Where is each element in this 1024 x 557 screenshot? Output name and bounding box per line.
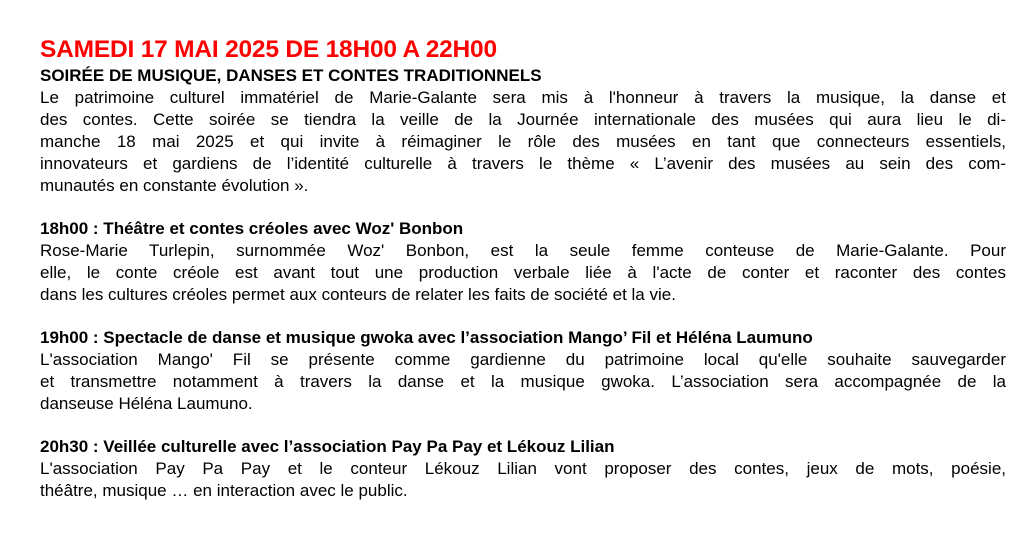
section-title-1800: 18h00 : Théâtre et contes créoles avec Woz' Bonbon — [40, 219, 464, 238]
section-line: elle, le conte créole est avant tout une production verbale liée à l'acte de conter et raconter des contes — [40, 263, 1006, 282]
section-line: théâtre, musique … en interaction avec le public. — [40, 481, 408, 500]
section-title-1900: 19h00 : Spectacle de danse et musique gwoka avec l’association Mango’ Fil et Héléna Laumuno — [40, 328, 813, 347]
spacer — [40, 415, 1006, 436]
section-line: L'association Mango' Fil se présente comme gardienne du patrimoine local qu'elle souhaite sauvegarder — [40, 350, 1006, 369]
section-line: et transmettre notamment à travers la danse et la musique gwoka. L’association sera accompagnée de la — [40, 372, 1006, 391]
section-line: danseuse Héléna Laumuno. — [40, 394, 253, 413]
spacer — [40, 306, 1006, 327]
intro-line: munautés en constante évolution ». — [40, 176, 309, 195]
section-title-2030: 20h30 : Veillée culturelle avec l’association Pay Pa Pay et Lékouz Lilian — [40, 437, 615, 456]
intro-line: manche 18 mai 2025 et qui invite à réimaginer le rôle des musées en tant que connecteurs essentiels, — [40, 132, 1006, 151]
intro-line: innovateurs et gardiens de l’identité culturelle à travers le thème « L’avenir des musées au sein des com- — [40, 154, 1006, 173]
intro-line: des contes. Cette soirée se tiendra la veille de la Journée internationale des musées qui aura lieu le di- — [40, 110, 1006, 129]
section-body-2030 — [40, 458, 1006, 502]
spacer — [40, 197, 1006, 218]
intro-paragraph — [40, 87, 1006, 197]
section-line: L'association Pay Pa Pay et le conteur Lékouz Lilian vont proposer des contes, jeux de mots, poésie, — [40, 459, 1006, 478]
section-line: dans les cultures créoles permet aux conteurs de relater les faits de société et la vie. — [40, 285, 676, 304]
event-date-headline: SAMEDI 17 MAI 2025 DE 18H00 A 22H00 — [40, 36, 497, 63]
section-body-1900 — [40, 349, 1006, 415]
section-body-1800 — [40, 240, 1006, 306]
event-subtitle: SOIRÉE DE MUSIQUE, DANSES ET CONTES TRADITIONNELS — [40, 66, 542, 85]
section-line: Rose-Marie Turlepin, surnommée Woz' Bonbon, est la seule femme conteuse de Marie-Galante. Pour — [40, 241, 1006, 260]
intro-line: Le patrimoine culturel immatériel de Marie-Galante sera mis à l'honneur à travers la musique, la danse et — [40, 88, 1006, 107]
